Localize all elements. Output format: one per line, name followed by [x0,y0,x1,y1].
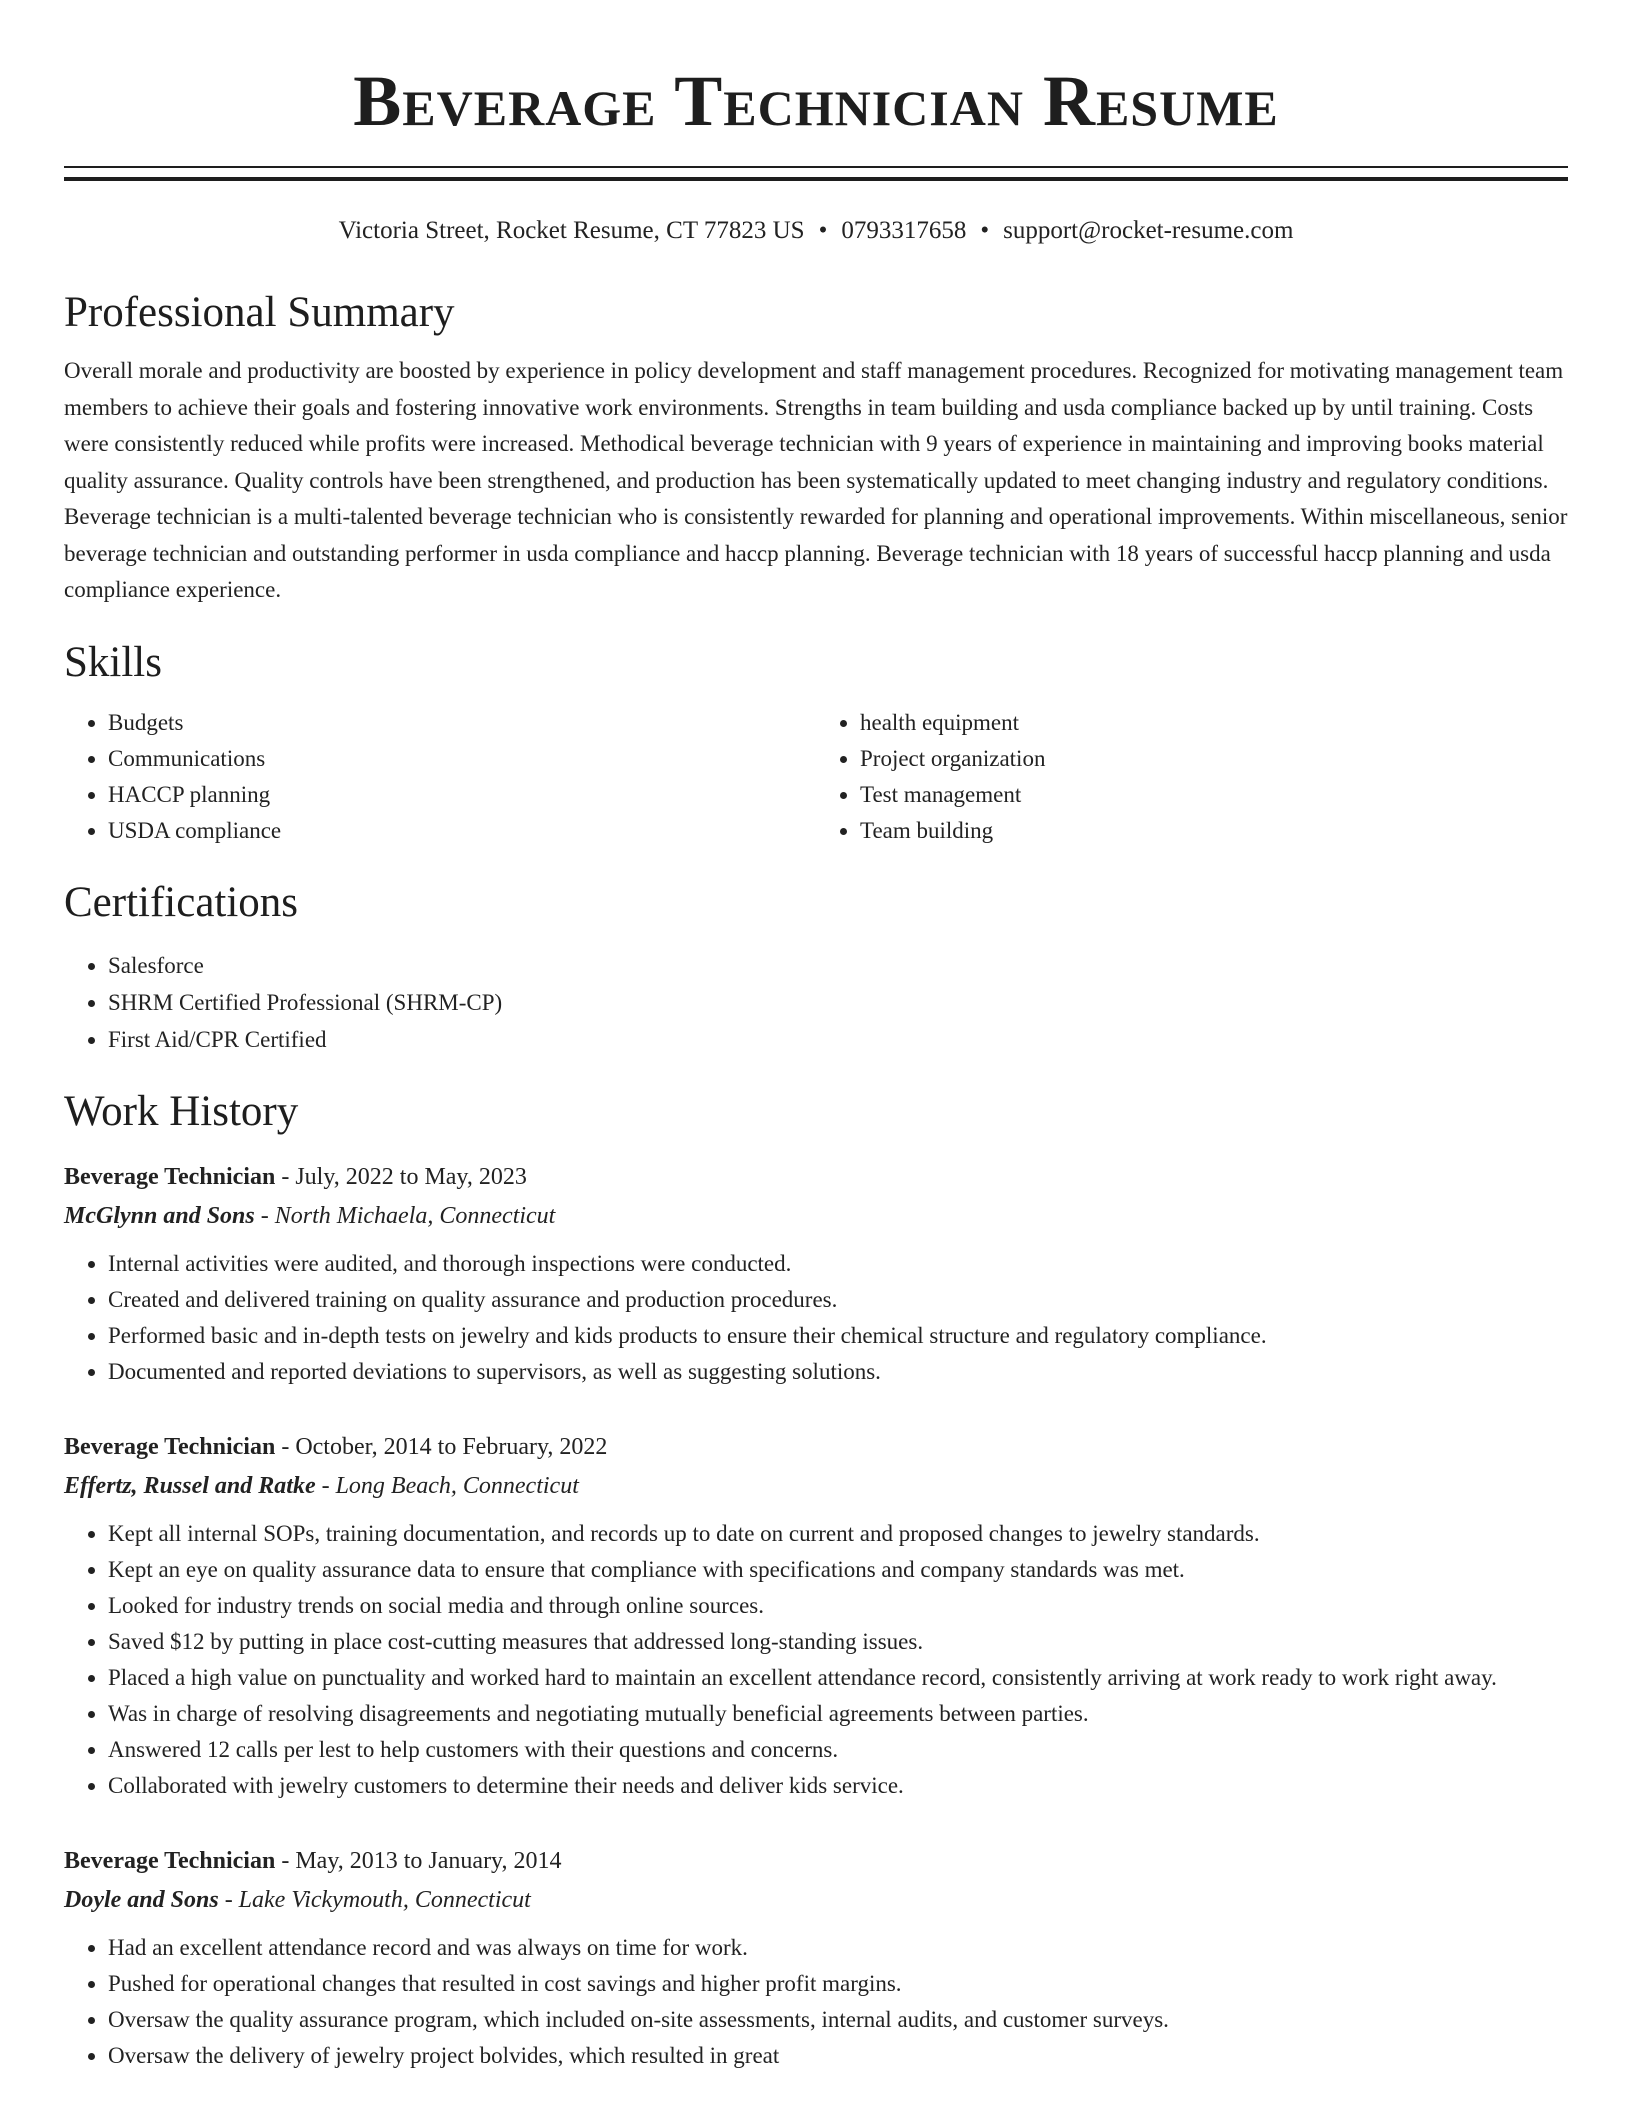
job-bullet: • Kept an eye on quality assurance data to ensure that compliance with specifications and company standards was met. [108,1552,1568,1588]
job-bullet: • Looked for industry trends on social media and through online sources. [108,1588,1568,1624]
contact-address: Victoria Street, Rocket Resume, CT 77823 US [338,217,805,244]
job-bullets [64,1246,1568,1390]
skills-list-left [64,705,816,849]
job-location: - North Michaela, Connecticut [260,1202,556,1229]
job-dates: - May, 2013 to January, 2014 [281,1847,562,1874]
job-header [64,1158,1568,1196]
job-bullet: • Created and delivered training on quality assurance and production procedures. [108,1282,1568,1318]
job-bullet: • Collaborated with jewelry customers to determine their needs and deliver kids service. [108,1768,1568,1804]
job-location: - Lake Vickymouth, Connecticut [224,1886,531,1913]
summary-text: Overall morale and productivity are boosted by experience in policy development and staff management procedures. Recognized for motivating management team members to achieve their goals and fostering innovative work environments. Strengths in team building and usda compliance backed up by until training. Costs were consistently reduced while profits were increased. Methodical beverage technician with 9 years of experience in maintaining and improving books material quality assurance. Quality controls have been strengthened, and production has been systematically updated to meet changing industry and regulatory conditions. Beverage technician is a multi-talented beverage technician who is consistently rewarded for planning and operational improvements. Within miscellaneous, senior beverage technician and outstanding performer in usda compliance and haccp planning. Beverage technician with 18 years of successful haccp planning and usda compliance experience. [64,358,1568,602]
job-company: McGlynn and Sons [64,1202,255,1229]
skill-item: • Team building [860,813,1568,849]
skill-item: • Communications [108,741,816,777]
certification-item: • Salesforce [108,947,1568,984]
contact-separator: • [980,217,990,244]
job-entry [64,1158,1568,1390]
job-bullet: • Placed a high value on punctuality and worked hard to maintain an excellent attendance record, consistently arriving at work ready to work right away. [108,1660,1568,1696]
job-company: Effertz, Russel and Ratke [64,1472,316,1499]
job-company: Doyle and Sons [64,1886,219,1913]
job-bullet: • Answered 12 calls per lest to help customers with their questions and concerns. [108,1732,1568,1768]
job-employer [64,1196,1568,1236]
summary-heading: Professional Summary [64,289,455,336]
skills-heading: Skills [64,638,162,686]
job-role: Beverage Technician [64,1163,276,1190]
contact-separator: • [818,217,828,244]
job-bullet: • Kept all internal SOPs, training documentation, and records up to date on current and proposed changes to jewelry standards. [108,1516,1568,1552]
certifications-list [64,947,1568,1058]
job-bullets [64,1516,1568,1804]
job-bullet: • Oversaw the quality assurance program, which included on-site assessments, internal audits, and customer surveys. [108,2002,1568,2038]
skill-item: • Budgets [108,705,816,741]
skills-list-right [816,705,1568,849]
certifications-heading: Certifications [64,878,299,926]
job-bullet: • Had an excellent attendance record and was always on time for work. [108,1930,1568,1966]
job-location: - Long Beach, Connecticut [321,1472,579,1499]
skill-item: • USDA compliance [108,813,816,849]
skill-item: • HACCP planning [108,777,816,813]
contact-email: support@rocket-resume.com [1003,217,1294,244]
job-bullets [64,1930,1568,2074]
job-bullet: • Saved $12 by putting in place cost-cutting measures that addressed long-standing issues. [108,1624,1568,1660]
skill-item: • Test management [860,777,1568,813]
title-double-rule [64,166,1568,181]
resume-page [64,0,1568,2074]
certification-item: • SHRM Certified Professional (SHRM-CP) [108,984,1568,1021]
job-bullet: • Pushed for operational changes that resulted in cost savings and higher profit margins. [108,1966,1568,2002]
work-history-heading: Work History [64,1087,299,1135]
resume-title: Beverage Technician Resume [353,61,1279,141]
job-employer [64,1880,1568,1920]
job-entry [64,1842,1568,2074]
job-role: Beverage Technician [64,1847,276,1874]
job-entry [64,1428,1568,1804]
certification-item: • First Aid/CPR Certified [108,1021,1568,1058]
skill-item: • Project organization [860,741,1568,777]
job-bullet: • Internal activities were audited, and thorough inspections were conducted. [108,1246,1568,1282]
skill-item: • health equipment [860,705,1568,741]
job-bullet: • Was in charge of resolving disagreements and negotiating mutually beneficial agreements between parties. [108,1696,1568,1732]
job-bullet: • Documented and reported deviations to supervisors, as well as suggesting solutions. [108,1354,1568,1390]
contact-phone: 0793317658 [841,217,967,244]
job-employer [64,1466,1568,1506]
job-bullet: • Oversaw the delivery of jewelry project bolvides, which resulted in great [108,2038,1568,2074]
contact-line [64,215,1568,247]
skills-grid [64,705,1568,849]
job-header [64,1428,1568,1466]
job-header [64,1842,1568,1880]
job-bullet: • Performed basic and in-depth tests on jewelry and kids products to ensure their chemical structure and regulatory compliance. [108,1318,1568,1354]
job-dates: - October, 2014 to February, 2022 [281,1433,608,1460]
job-dates: - July, 2022 to May, 2023 [281,1163,527,1190]
job-role: Beverage Technician [64,1433,276,1460]
